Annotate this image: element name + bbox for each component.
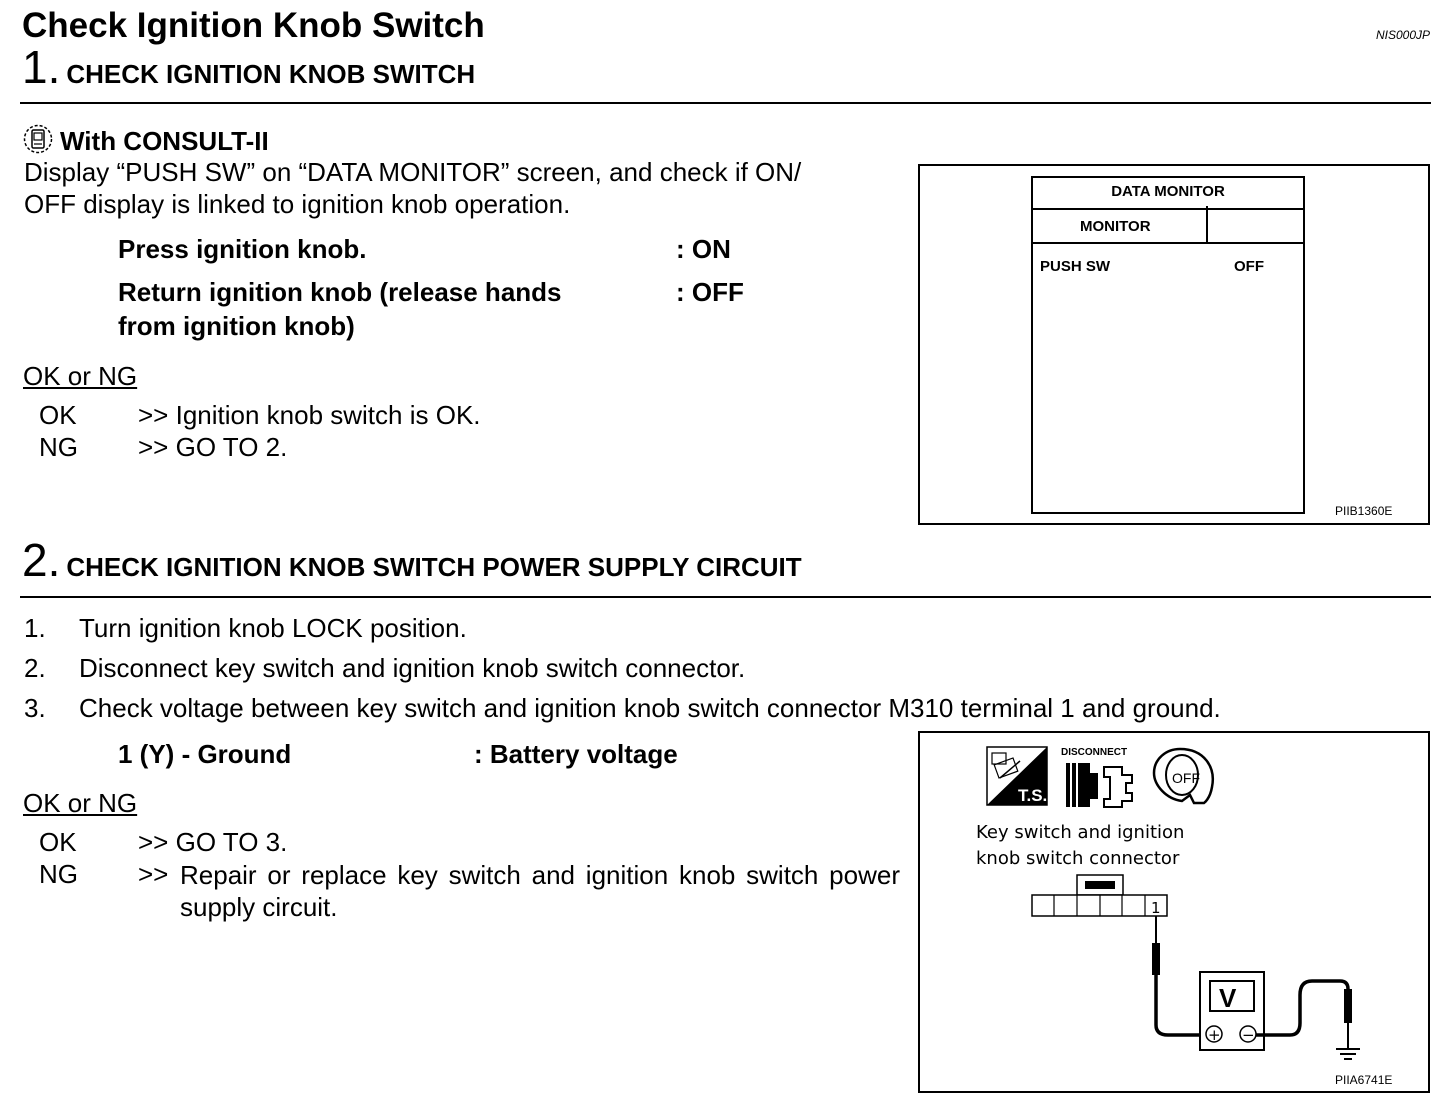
voltmeter-label: V [1219,983,1237,1013]
ground-symbol [1336,1049,1360,1059]
consult-icon [22,124,54,161]
step2-ok-ng-label: OK or NG [23,788,138,818]
step2-number: 2. [22,534,61,586]
voltmeter-plus: + [1208,1026,1221,1044]
data-monitor-item-value: OFF [1234,258,1264,275]
spec-label: 1 (Y) - Ground [118,739,292,769]
document-code: NIS000JP [1375,28,1430,42]
figure2-code: PIIA6741E [1335,1073,1393,1087]
spec-value: : Battery voltage [474,739,678,769]
instruction-line-2: OFF display is linked to ignition knob operation. [24,189,571,219]
step2-item-2-num: 2. [24,653,46,683]
voltmeter [1200,972,1264,1050]
step2-ng-arrow: >> [138,859,169,889]
condition-1-label: Press ignition knob. [118,234,367,264]
connector-caption-line-2: knob switch connector [976,848,1180,869]
voltage-check-diagram [920,733,1428,1091]
step2-item-2-text: Disconnect key switch and ignition knob switch connector. [79,653,746,683]
step2-ok-result: >> GO TO 3. [138,827,288,857]
step1-heading [22,40,475,94]
step2-ng-key: NG [39,859,78,889]
voltmeter-minus: − [1242,1026,1255,1044]
disconnect-icon-label: DISCONNECT [1061,747,1128,758]
data-monitor-column-monitor: MONITOR [1080,218,1151,235]
step2-item-3-num: 3. [24,693,46,723]
condition-1-value: : ON [676,234,731,264]
connector-m310 [1032,875,1167,917]
data-monitor-figure [918,164,1430,525]
key-off-icon-label: OFF [1172,770,1200,786]
step2-item-1-text: Turn ignition knob LOCK position. [79,613,467,643]
figure1-code: PIIB1360E [1335,504,1393,518]
condition-2-label-line-2: from ignition knob) [118,311,355,341]
instruction-line-1: Display “PUSH SW” on “DATA MONITOR” screen, and check if ON/ [24,157,802,187]
condition-2-label-line-1: Return ignition knob (release hands [118,277,562,307]
step2-heading [22,533,802,587]
step1-ok-key: OK [39,400,77,430]
voltage-check-figure [918,731,1430,1093]
step2-ng-result: Repair or replace key switch and ignition knob switch power supply circuit. [180,860,900,922]
step1-ok-result: >> Ignition knob switch is OK. [138,400,481,430]
connector-caption-line-1: Key switch and ignition [976,822,1185,843]
step2-title: CHECK IGNITION KNOB SWITCH POWER SUPPLY CIRCUIT [66,552,802,582]
step1-title: CHECK IGNITION KNOB SWITCH [66,59,476,89]
terminal-1-label: 1 [1151,899,1161,917]
ts-icon-label: T.S. [1018,786,1048,805]
step1-ng-key: NG [39,432,78,462]
consult-label: With CONSULT-II [60,126,269,156]
step2-item-1-num: 1. [24,613,46,643]
negative-probe [1256,981,1352,1049]
disconnect-icon [1061,747,1132,807]
step1-number: 1. [22,41,61,93]
data-monitor-title: DATA MONITOR [1111,183,1225,200]
step1-divider [20,102,1431,104]
data-monitor-column-divider [1206,206,1208,244]
step2-item-3-text: Check voltage between key switch and ignition knob switch connector M310 terminal 1 and ground. [79,693,1221,723]
step1-ng-result: >> GO TO 2. [138,432,288,462]
ts-icon [987,747,1047,805]
step2-ok-key: OK [39,827,77,857]
consult-line [22,124,269,161]
step1-ok-ng-label: OK or NG [23,361,138,391]
data-monitor-header-row [1031,206,1305,244]
key-off-icon [1154,749,1213,803]
data-monitor-item-name: PUSH SW [1040,258,1111,275]
step2-divider [20,596,1431,598]
condition-2-value: : OFF [676,277,744,307]
page-title: Check Ignition Knob Switch [22,6,485,45]
